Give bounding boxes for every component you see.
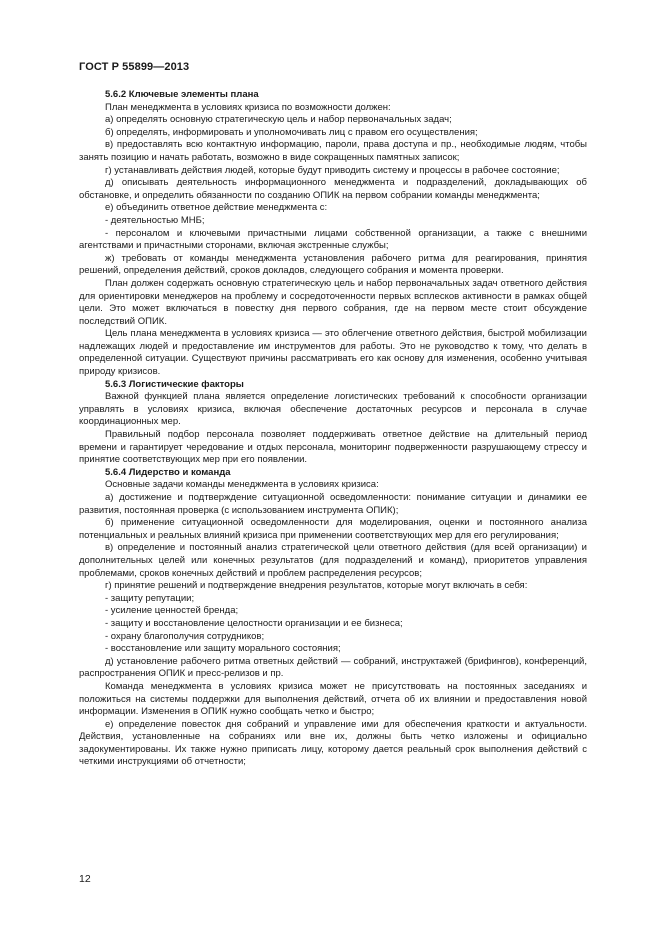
document-body xyxy=(79,89,587,769)
paragraph: а) определять основную стратегическую цель и набор первоначальных задач; xyxy=(105,114,452,126)
paragraph: - усиление ценностей бренда; xyxy=(105,605,239,617)
paragraph: - охрану благополучия сотрудников; xyxy=(105,630,265,642)
paragraph: - защиту репутации; xyxy=(105,592,195,604)
paragraph: е) определение повесток дня собраний и управление ими для обеспечения краткости и актуальности. Действия, установленные на собраниях или вне их, должны быть четко изложены и официально задокументированы. Их также нужно приписать лицу, которому дается реальный срок выполнения действий с четкими инструкциями об отчетности; xyxy=(79,718,587,768)
paragraph: д) описывать деятельность информационного менеджмента и подразделений, докладывающих об обстановке, и определить обязанности по созданию ОПИК на первом собрании команды менеджмента; xyxy=(79,177,587,201)
section-heading: 5.6.2 Ключевые элементы плана xyxy=(105,89,259,100)
paragraph: Основные задачи команды менеджмента в условиях кризиса: xyxy=(105,479,379,491)
paragraph: г) принятие решений и подтверждение внедрения результатов, которые могут включать в себя: xyxy=(105,580,528,592)
paragraph: План должен содержать основную стратегическую цель и набор первоначальных задач ответного действия для ориентировки менеджеров на проблему и сосредоточенности первых всплесков активности в рамках общей цели. Это может включаться в повестку дня первого собрания, где на первом месте стоит обсуждение последствий ОПИК. xyxy=(79,277,587,327)
page-number: 12 xyxy=(79,873,91,885)
paragraph: Важной функцией плана является определение логистических требований к способности организации управлять в условиях кризиса, включая обеспечение достаточных ресурсов и персонала в случае координационных мер. xyxy=(79,391,587,428)
document-header: ГОСТ Р 55899—2013 xyxy=(79,61,190,73)
paragraph: Цель плана менеджмента в условиях кризиса — это облегчение ответного действия, быстрой мобилизации надлежащих людей и предоставление им инструментов для работы. Это не руководство к тому, что делать в определенной ситуации. Существуют причины рассматривать его как основу для изменения, особенно учитывая природу кризисов. xyxy=(79,328,587,378)
paragraph: г) устанавливать действия людей, которые будут приводить систему и процессы в рабочее состояние; xyxy=(105,164,560,176)
paragraph: е) объединить ответное действие менеджмента с: xyxy=(105,202,328,214)
paragraph: - восстановление или защиту морального состояния; xyxy=(105,643,341,655)
paragraph: - персоналом и ключевыми причастными лицами собственной организации, а также с внешними агентствами и причастными сторонами, включая экстренные службы; xyxy=(79,227,587,252)
paragraph: - деятельностью МНБ; xyxy=(105,214,205,226)
paragraph: в) определение и постоянный анализ стратегической цели ответного действия (для всей организации) и дополнительных целей или конечных результатов (для подразделений и команд), приоритетов управления проблемами, сроков конечных действий и проблем распределения ресурсов; xyxy=(79,542,587,579)
section-heading: 5.6.3 Логистические факторы xyxy=(105,378,244,390)
paragraph: б) определять, информировать и уполномочивать лиц с правом его осуществления; xyxy=(105,126,478,138)
paragraph: Команда менеджмента в условиях кризиса может не присутствовать на постоянных заседаниях и положиться на системы поддержки для выполнения действий, отчета об их влиянии и предоставления новой информации. Изменения в ОПИК нужно сообщать четко и быстро; xyxy=(79,680,587,718)
paragraph: б) применение ситуационной осведомленности для моделирования, оценки и постоянного анализа потенциальных и реальных влияний кризиса при применении соответствующих мер для его регулирования; xyxy=(79,517,587,541)
paragraph: д) установление рабочего ритма ответных действий — собраний, инструктажей (брифингов), конференций, распространения ОПИК и пресс-релизов и пр. xyxy=(79,655,587,680)
paragraph: План менеджмента в условиях кризиса по возможности должен: xyxy=(105,101,391,113)
paragraph: - защиту и восстановление целостности организации и ее бизнеса; xyxy=(105,617,403,629)
paragraph: а) достижение и подтверждение ситуационной осведомленности: понимание ситуации и динамики ее развития, постоянная проверка (с использованием инструмента ОПИК); xyxy=(79,492,587,516)
paragraph: в) предоставлять всю контактную информацию, пароли, права доступа и пр., необходимые людям, чтобы занять позицию и начать работать, возможно в виде сокращенных памятных записок; xyxy=(79,139,587,163)
section-heading: 5.6.4 Лидерство и команда xyxy=(105,466,231,478)
paragraph: ж) требовать от команды менеджмента установления рабочего ритма для реагирования, принятия решений, определения действий, сроков докладов, следующего собрания и момента проверки. xyxy=(79,252,587,277)
paragraph: Правильный подбор персонала позволяет поддерживать ответное действие на длительный период времени и гарантирует чередование и отдых персонала, мониторинг подверженности разрушающему стрессу и принятие соответствующих мер при его появлении. xyxy=(79,429,587,466)
